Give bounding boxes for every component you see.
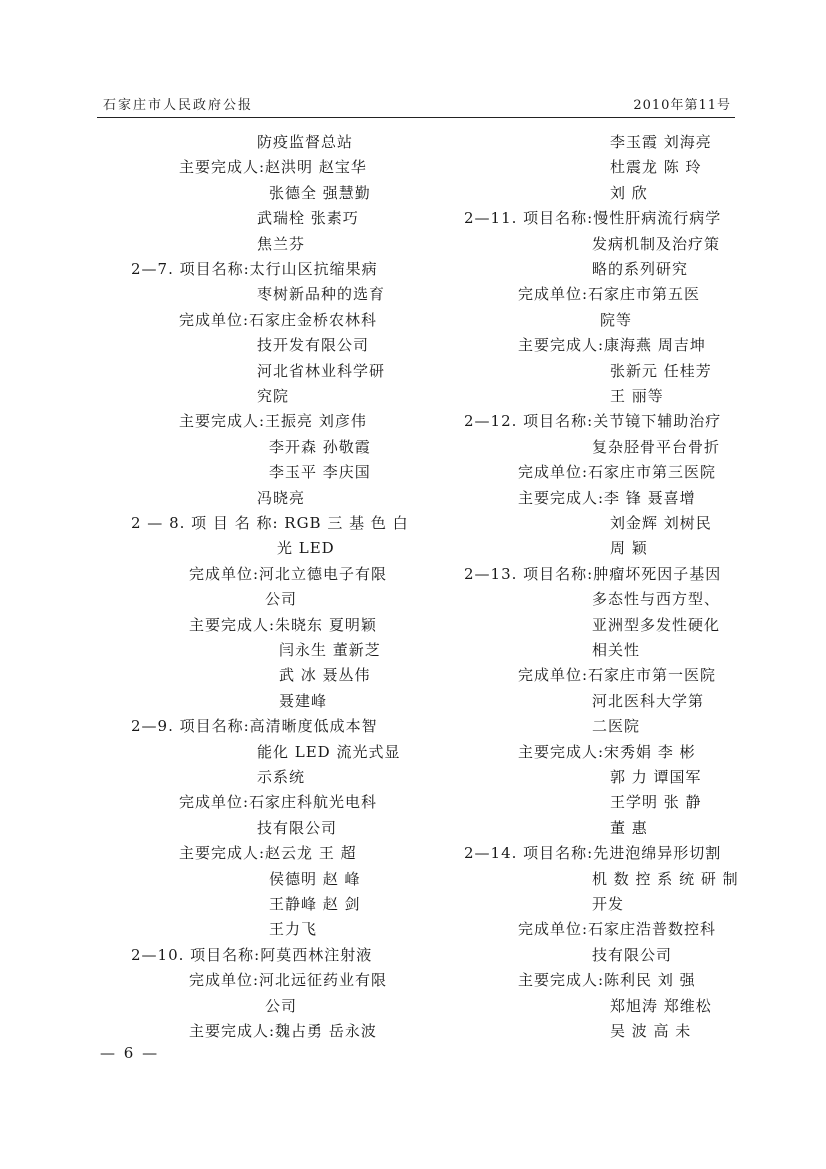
text-line: 完成单位:石家庄市第三医院 (518, 463, 717, 482)
text-line: 河北省林业科学研 (257, 361, 386, 380)
text-line: 完成单位:河北远征药业有限 (189, 971, 388, 990)
text-line: 张新元 任桂芳 (610, 361, 712, 380)
text-line: 2—13. 项目名称:肿瘤坏死因子基因 (464, 564, 722, 583)
text-line: 防疫监督总站 (257, 133, 354, 151)
text-line: 完成单位:石家庄金桥农林科 (179, 310, 378, 329)
text-line: 主要完成人:魏占勇 岳永波 (189, 1022, 377, 1040)
text-line: 开发 (592, 895, 625, 913)
text-line: 技开发有限公司 (257, 336, 370, 355)
text-line: 主要完成人:康海燕 周吉坤 (518, 336, 706, 355)
text-line: 院等 (600, 310, 633, 329)
text-line: 究院 (257, 387, 290, 405)
text-line: 武 冰 聂丛伟 (279, 666, 371, 685)
gazette-title: 石家庄市人民政府公报 (103, 98, 254, 113)
text-line: 复杂胫骨平台骨折 (592, 437, 721, 456)
text-line: 光 LED (277, 539, 335, 558)
text-line: 河北医科大学第 (592, 691, 705, 710)
text-line: 2—7. 项目名称:太行山区抗缩果病 (131, 260, 378, 278)
text-line: 能化 LED 流光式显 (257, 742, 401, 761)
text-line: 张德全 强慧勤 (269, 183, 371, 202)
text-line: 亚洲型多发性硬化 (592, 615, 721, 634)
text-line: 王 丽等 (610, 387, 664, 405)
text-line: 2—11. 项目名称:慢性肝病流行病学 (464, 209, 722, 228)
text-line: 发病机制及治疗策 (592, 234, 721, 253)
text-line: 完成单位:石家庄浩普数控科 (518, 920, 717, 939)
text-line: 主要完成人:陈利民 刘 强 (518, 971, 696, 990)
text-line: 郑旭涛 郑维松 (610, 996, 712, 1015)
header-divider (97, 117, 735, 118)
text-line: 王学明 张 静 (610, 793, 702, 812)
text-line: 王力飞 (269, 920, 318, 939)
text-line: 枣树新品种的选育 (257, 285, 386, 304)
text-line: 完成单位:石家庄市第五医 (518, 285, 701, 304)
text-line: 冯晓亮 (257, 488, 306, 507)
text-line: 焦兰芬 (257, 234, 306, 253)
text-line: 王静峰 赵 剑 (269, 895, 361, 913)
text-line: 2—14. 项目名称:先进泡绵异形切割 (464, 844, 722, 863)
text-line: 技有限公司 (592, 945, 673, 964)
text-line: 聂建峰 (279, 691, 328, 710)
text-line: 郭 力 谭国军 (610, 768, 702, 786)
text-line: 公司 (265, 996, 298, 1015)
issue-number: 2010年第11号 (633, 98, 731, 113)
text-line: 公司 (265, 590, 298, 609)
page-number: — 6 — (100, 1044, 160, 1062)
text-line: 周 颖 (610, 539, 648, 558)
text-line: 杜震龙 陈 玲 (610, 158, 702, 177)
text-line: 多态性与西方型、 (592, 590, 721, 609)
text-line: 侯德明 赵 峰 (269, 869, 361, 888)
text-line: 完成单位:河北立德电子有限 (189, 564, 388, 583)
text-line: 完成单位:石家庄科航光电科 (179, 793, 378, 812)
text-line: 主要完成人:赵洪明 赵宝华 (179, 158, 367, 177)
text-line: 机 数 控 系 统 研 制 (592, 869, 739, 888)
text-line: 李玉平 李庆国 (269, 463, 371, 482)
text-line: 武瑞栓 张素巧 (257, 209, 359, 228)
text-line: 相关性 (592, 641, 641, 659)
text-line: 示系统 (257, 768, 306, 786)
text-line: 吴 波 高 未 (610, 1022, 692, 1040)
text-line: 刘金辉 刘树民 (610, 514, 712, 532)
text-line: 主要完成人:朱晓东 夏明颖 (189, 615, 377, 634)
text-line: 闫永生 董新芝 (279, 641, 381, 659)
text-line: 刘 欣 (610, 183, 648, 202)
text-line: 董 惠 (610, 818, 648, 837)
text-line: 2—9. 项目名称:高清晰度低成本智 (131, 717, 378, 736)
text-line: 李玉霞 刘海亮 (610, 133, 712, 151)
text-line: 主要完成人:王振亮 刘彦伟 (179, 412, 367, 431)
text-line: 主要完成人:李 锋 聂喜增 (518, 488, 696, 507)
text-line: 2—12. 项目名称:关节镜下辅助治疗 (464, 412, 722, 431)
text-line: 李开森 孙敬霞 (269, 437, 371, 456)
text-line: 主要完成人:赵云龙 王 超 (179, 844, 357, 863)
text-line: 技有限公司 (257, 818, 338, 837)
text-line: 略的系列研究 (592, 260, 689, 278)
text-line: 完成单位:石家庄市第一医院 (518, 666, 717, 685)
text-line: 2 — 8. 项 目 名 称: RGB 三 基 色 白 (131, 514, 409, 532)
text-line: 二医院 (592, 717, 641, 736)
text-line: 主要完成人:宋秀娟 李 彬 (518, 742, 696, 761)
text-line: 2—10. 项目名称:阿莫西林注射液 (131, 945, 373, 964)
